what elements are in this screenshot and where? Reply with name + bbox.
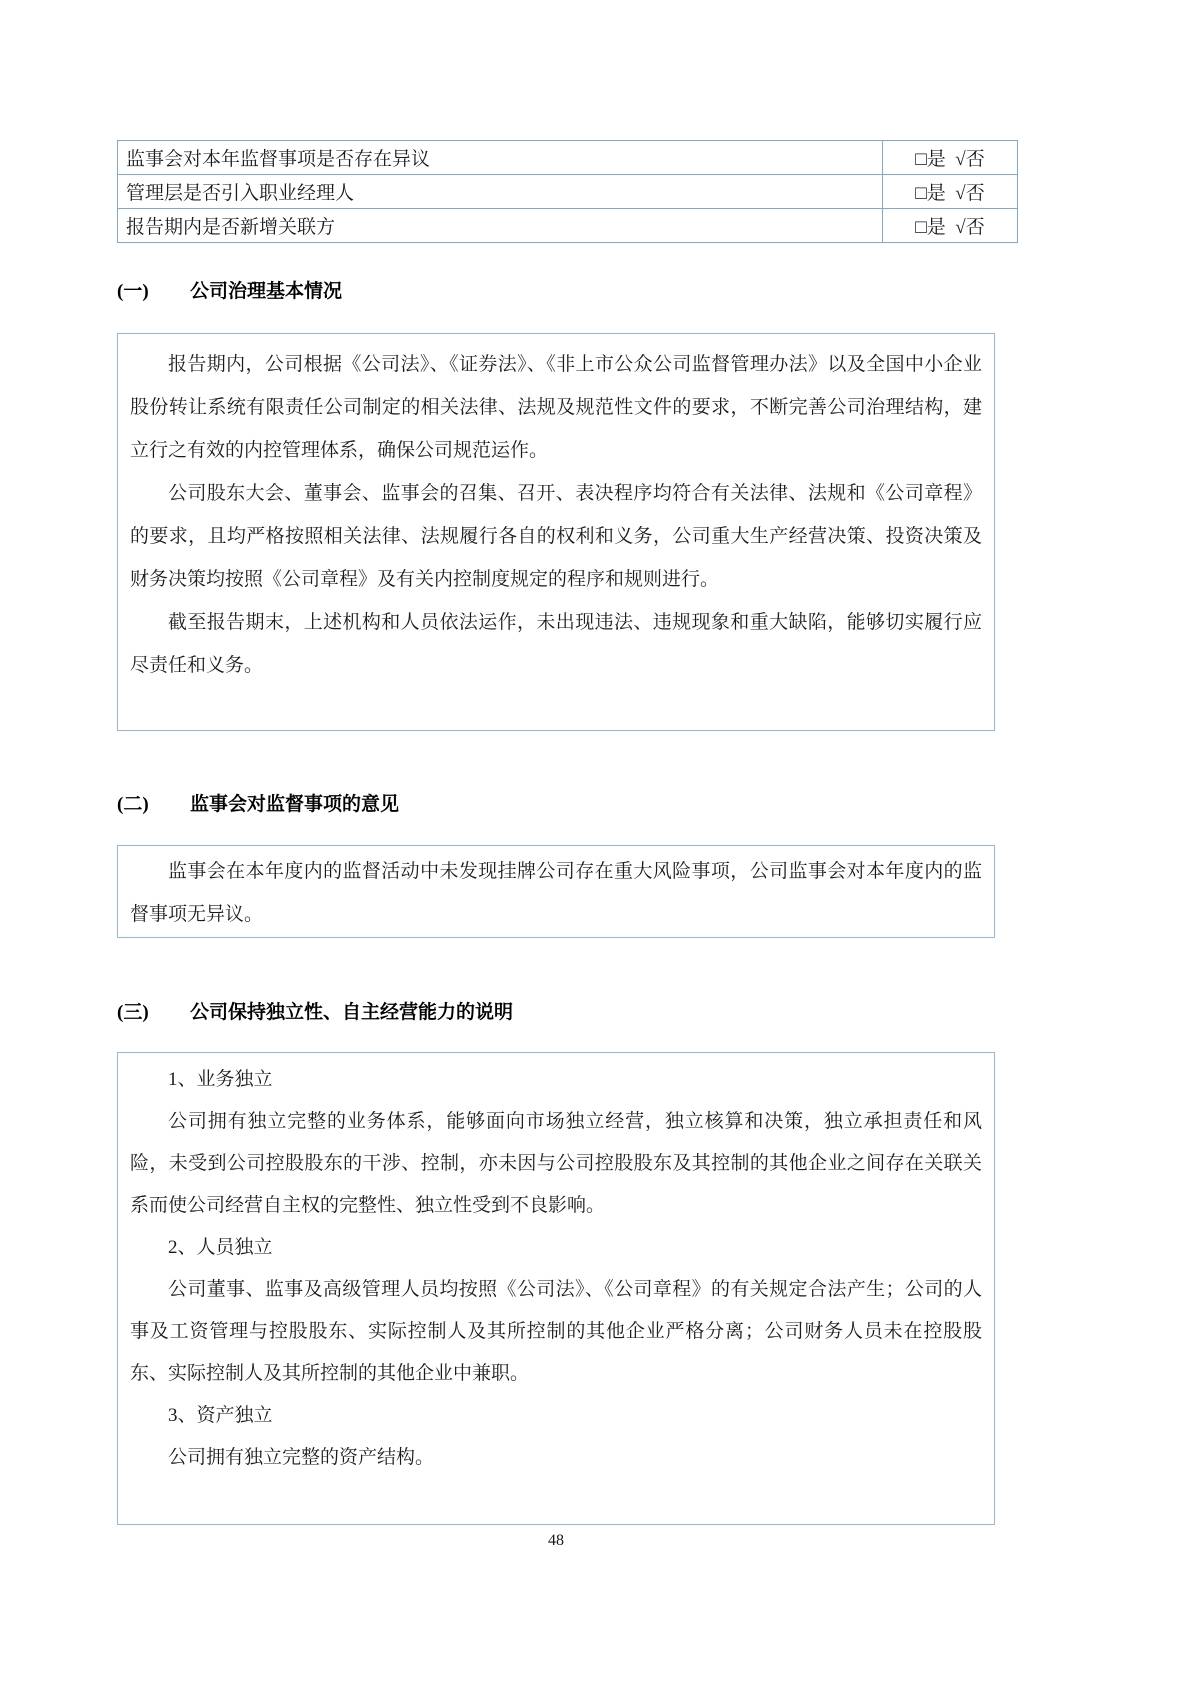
question-cell: 管理层是否引入职业经理人 (118, 175, 883, 209)
independence-text-box (117, 1052, 995, 1525)
question-cell: 报告期内是否新增关联方 (118, 209, 883, 243)
section-heading-governance (117, 276, 995, 303)
section-title: 监事会对监督事项的意见 (190, 794, 400, 815)
section-number: (一) (117, 281, 149, 302)
subheading-business-independence: 1、业务独立 (168, 1069, 273, 1090)
section-title: 公司保持独立性、自主经营能力的说明 (190, 1002, 514, 1023)
paragraph: 监事会在本年度内的监督活动中未发现挂牌公司存在重大风险事项，公司监事会对本年度内的监督事项无异议。 (130, 861, 982, 925)
compliance-question-table (117, 140, 1018, 243)
paragraph: 截至报告期末，上述机构和人员依法运作，未出现违法、违规现象和重大缺陷，能够切实履行应尽责任和义务。 (130, 612, 982, 676)
section-number: (二) (117, 794, 149, 815)
question-cell: 监事会对本年监督事项是否存在异议 (118, 141, 883, 175)
section-heading-independence (117, 997, 995, 1024)
paragraph: 公司拥有独立完整的资产结构。 (168, 1447, 435, 1468)
answer-cell-yes-no: □是 √否 (883, 175, 1018, 209)
page-number: 48 (548, 1532, 564, 1549)
paragraph: 公司拥有独立完整的业务体系，能够面向市场独立经营，独立核算和决策，独立承担责任和风险，未受到公司控股股东的干涉、控制，亦未因与公司控股股东及其控制的其他企业之间存在关联关系而使公司经营自主权的完整性、独立性受到不良影响。 (130, 1111, 982, 1216)
supervisor-opinion-text-box (117, 845, 995, 938)
governance-text-box (117, 333, 995, 731)
paragraph: 公司董事、监事及高级管理人员均按照《公司法》、《公司章程》的有关规定合法产生；公司的人事及工资管理与控股股东、实际控制人及其所控制的其他企业严格分离；公司财务人员未在控股股东、实际控制人及其所控制的其他企业中兼职。 (130, 1279, 982, 1384)
table-row (118, 175, 1018, 209)
section-heading-supervisor-opinion (117, 789, 995, 816)
answer-cell-yes-no: □是 √否 (883, 141, 1018, 175)
answer-cell-yes-no: □是 √否 (883, 209, 1018, 243)
table-row (118, 141, 1018, 175)
subheading-asset-independence: 3、资产独立 (168, 1405, 273, 1426)
section-number: (三) (117, 1002, 149, 1023)
section-title: 公司治理基本情况 (190, 281, 343, 302)
paragraph: 报告期内，公司根据《公司法》、《证券法》、《非上市公众公司监督管理办法》以及全国中小企业股份转让系统有限责任公司制定的相关法律、法规及规范性文件的要求，不断完善公司治理结构，建立行之有效的内控管理体系，确保公司规范运作。 (130, 354, 982, 461)
subheading-personnel-independence: 2、人员独立 (168, 1237, 273, 1258)
paragraph: 公司股东大会、董事会、监事会的召集、召开、表决程序均符合有关法律、法规和《公司章程》的要求，且均严格按照相关法律、法规履行各自的权利和义务，公司重大生产经营决策、投资决策及财务决策均按照《公司章程》及有关内控制度规定的程序和规则进行。 (130, 483, 982, 590)
table-row (118, 209, 1018, 243)
